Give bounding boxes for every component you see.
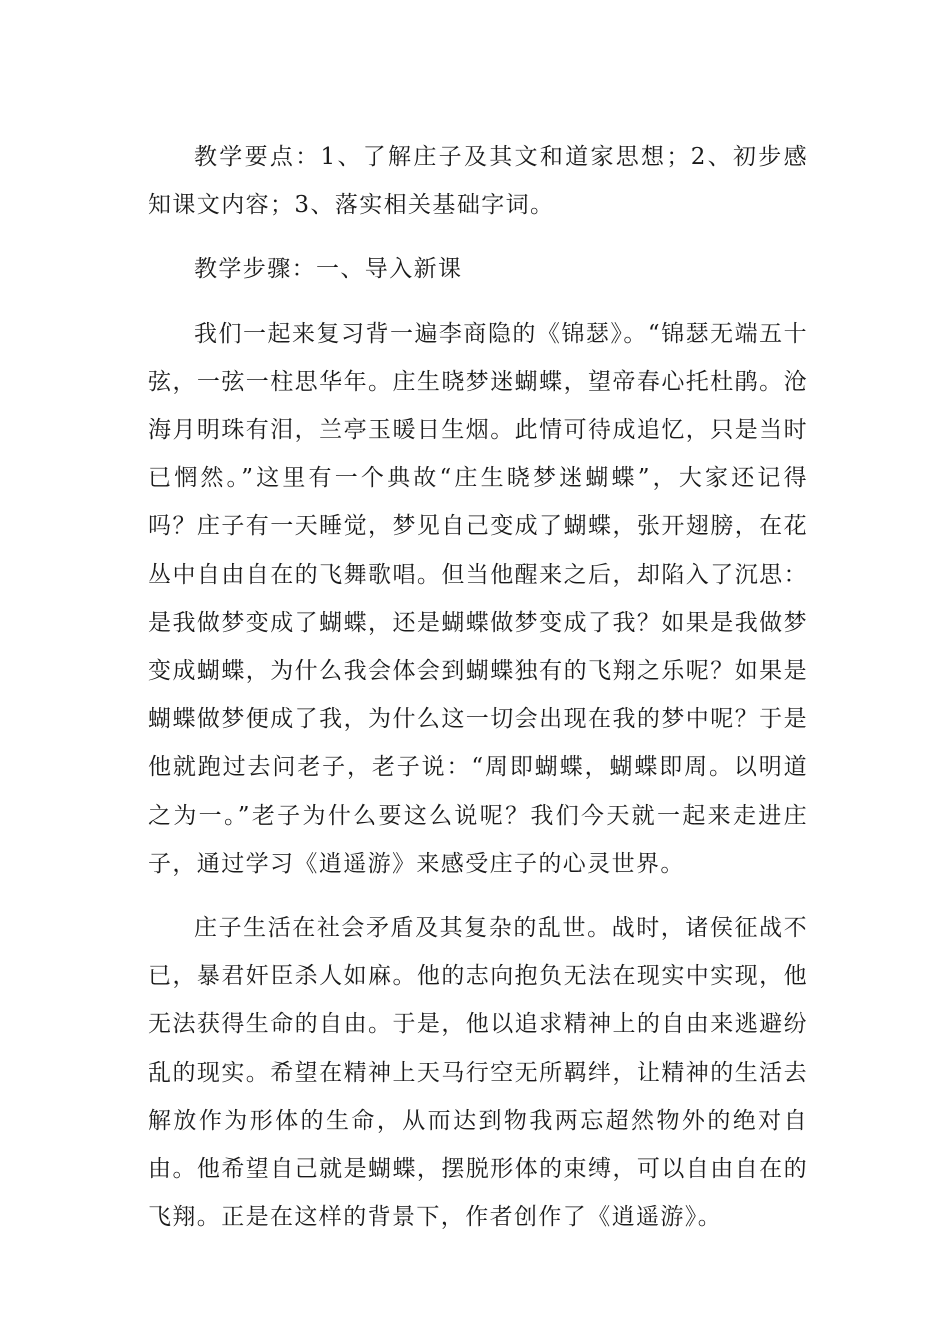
- teaching-points-paragraph: 教学要点：1、了解庄子及其文和道家思想；2、初步感知课文内容；3、落实相关基础字词。: [148, 144, 808, 219]
- document-body: [148, 133, 808, 1257]
- introduction-paragraph: 我们一起来复习背一遍李商隐的《锦瑟》。“锦瑟无端五十弦，一弦一柱思华年。庄生晓梦迷蝴蝶，望帝春心托杜鹃。沧海月明珠有泪，兰亭玉暖日生烟。此情可待成追忆，只是当时已惘然。”这里有一个典故“庄生晓梦迷蝴蝶”，大家还记得吗？庄子有一天睡觉，梦见自己变成了蝴蝶，张开翅膀，在花丛中自由自在的飞舞歌唱。但当他醒来之后，却陷入了沉思：是我做梦变成了蝴蝶，还是蝴蝶做梦变成了我？如果是我做梦变成蝴蝶，为什么我会体会到蝴蝶独有的飞翔之乐呢？如果是蝴蝶做梦便成了我，为什么这一切会出现在我的梦中呢？于是他就跑过去问老子，老子说：“周即蝴蝶，蝴蝶即周。以明道之为一。”老子为什么要这么说呢？我们今天就一起来走进庄子，通过学习《逍遥游》来感受庄子的心灵世界。: [148, 320, 808, 877]
- teaching-steps-paragraph: 教学步骤：一、导入新课: [194, 256, 463, 283]
- background-paragraph: 庄子生活在社会矛盾及其复杂的乱世。战时，诸侯征战不已，暴君奸臣杀人如麻。他的志向抱负无法在现实中实现，他无法获得生命的自由。于是，他以追求精神上的自由来逃避纷乱的现实。希望在精神上天马行空无所羁绊，让精神的生活去解放作为形体的生命，从而达到物我两忘超然物外的绝对自由。他希望自己就是蝴蝶，摆脱形体的束缚，可以自由自在的飞翔。正是在这样的背景下，作者创作了《逍遥游》。: [148, 915, 808, 1231]
